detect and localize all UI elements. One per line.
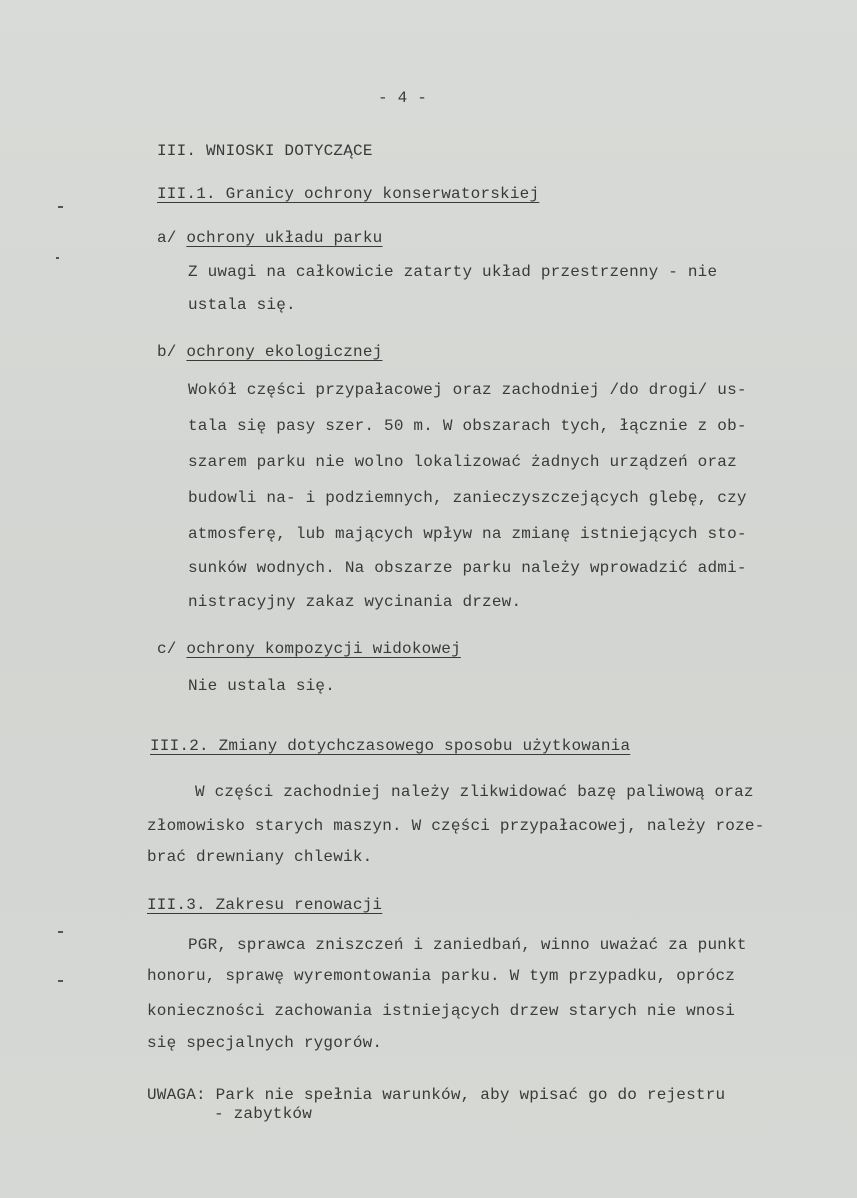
text-line: Z uwagi na całkowicie zatarty układ przestrzenny - nie [188, 263, 718, 281]
page-number: - 4 - [378, 89, 428, 107]
text-line: PGR, sprawca zniszczeń i zaniedbań, winno uważać za punkt [188, 936, 747, 954]
margin-mark [58, 931, 63, 933]
item-c [157, 641, 461, 657]
text-line: ustala się. [188, 296, 296, 314]
subsection-heading-3: III.3. Zakresu renowacji [147, 896, 383, 914]
note-label: UWAGA: [147, 1086, 206, 1104]
text-line: konieczności zachowania istniejących drzew starych nie wnosi [147, 1002, 736, 1020]
text-line: sunków wodnych. Na obszarze parku należy wprowadzić admi- [188, 559, 747, 577]
note-text: Park nie spełnia warunków, aby wpisać go do rejestru [215, 1086, 726, 1104]
text-line: się specjalnych rygorów. [147, 1034, 383, 1052]
text-line: Wokół części przypałacowej oraz zachodniej /do drogi/ us- [188, 381, 747, 399]
text-line: Nie ustala się. [188, 677, 336, 695]
margin-mark [56, 257, 59, 259]
text-line: nistracyjny zakaz wycinania drzew. [188, 593, 522, 611]
subsection-heading-1: III.1. Granicy ochrony konserwatorskiej [157, 185, 540, 203]
note-continuation: - zabytków [214, 1105, 313, 1123]
item-a [157, 230, 382, 246]
item-label: b/ [157, 343, 177, 361]
text-line: budowli na- i podziemnych, zanieczyszczejących glebę, czy [188, 489, 747, 507]
item-label: c/ [157, 640, 177, 658]
section-heading: III. WNIOSKI DOTYCZĄCE [157, 142, 373, 160]
item-title: ochrony układu parku [186, 229, 383, 247]
subsection-heading-2: III.2. Zmiany dotychczasowego sposobu użytkowania [150, 737, 631, 755]
text-line: szarem parku nie wolno lokalizować żadnych urządzeń oraz [188, 453, 737, 471]
text-line: W części zachodniej należy zlikwidować bazę paliwową oraz [195, 783, 754, 801]
item-b [157, 344, 382, 360]
item-title: ochrony ekologicznej [186, 343, 383, 361]
text-line: złomowisko starych maszyn. W części przypałacowej, należy roze- [147, 817, 765, 835]
margin-mark [58, 206, 63, 208]
text-line: brać drewniany chlewik. [147, 848, 373, 866]
margin-mark [58, 980, 63, 982]
note [147, 1087, 725, 1103]
text-line: atmosferę, lub mających wpływ na zmianę istniejących sto- [188, 525, 747, 543]
text-line: honoru, sprawę wyremontowania parku. W tym przypadku, oprócz [147, 967, 736, 985]
item-title: ochrony kompozycji widokowej [186, 640, 461, 658]
text-line: tala się pasy szer. 50 m. W obszarach tych, łącznie z ob- [188, 417, 747, 435]
item-label: a/ [157, 229, 177, 247]
